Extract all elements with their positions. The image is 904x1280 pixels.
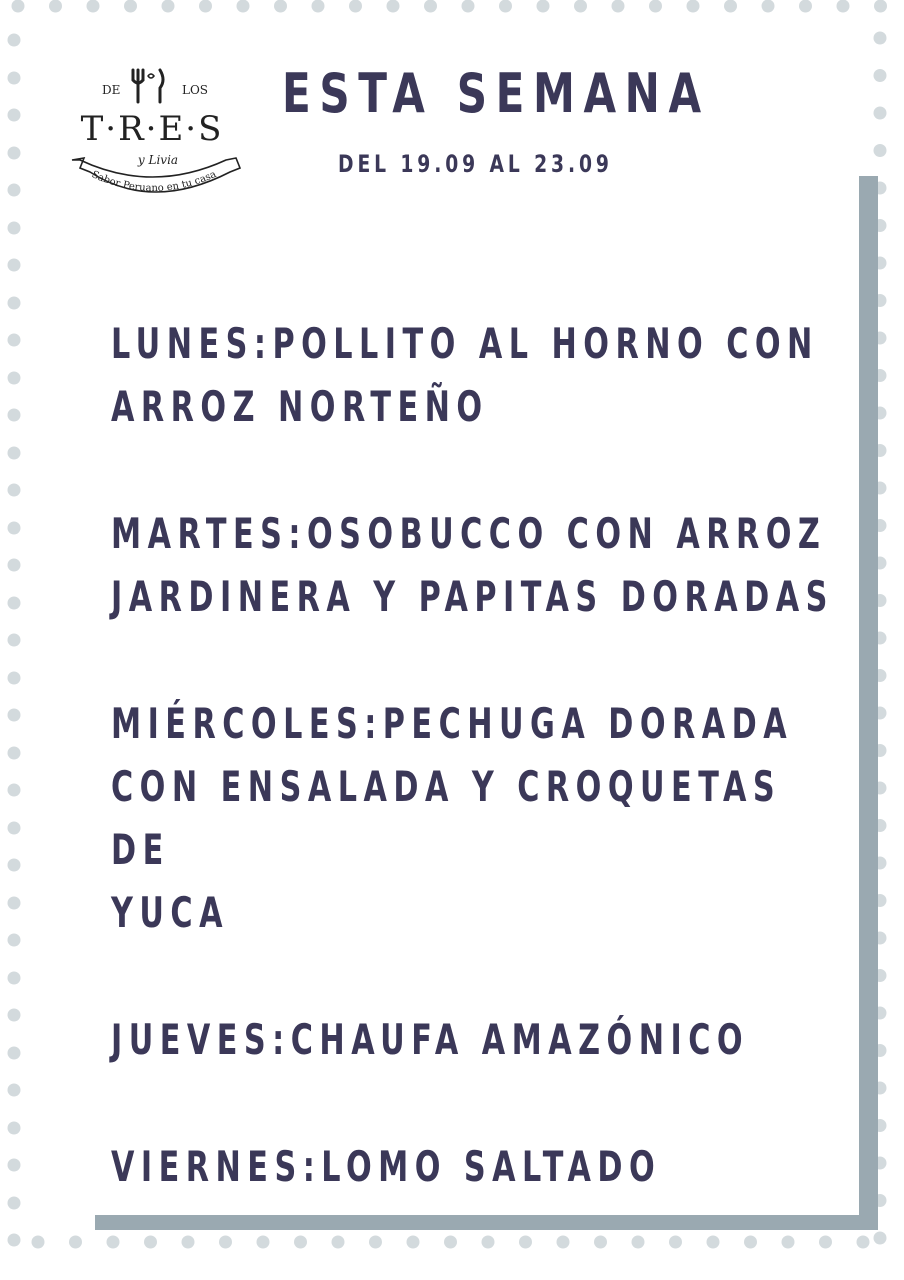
menu-item-lunes: LUNES:POLLITO AL HORNO CON ARROZ NORTEÑO (111, 319, 819, 431)
border-dot (332, 1236, 345, 1249)
border-dot (8, 597, 21, 610)
border-dot (874, 107, 887, 120)
frame-shadow-bottom (95, 1215, 878, 1230)
border-dot (8, 1234, 21, 1247)
border-dot (424, 0, 437, 13)
border-dot (462, 0, 475, 13)
border-dot (8, 634, 21, 647)
border-dot (857, 1236, 870, 1249)
restaurant-logo (62, 62, 242, 222)
border-dot (8, 72, 21, 85)
border-dot (237, 0, 250, 13)
border-dot (407, 1236, 420, 1249)
border-dot (8, 859, 21, 872)
border-dot (8, 522, 21, 535)
border-dot (8, 34, 21, 47)
border-dot (8, 447, 21, 460)
border-dot (32, 1236, 45, 1249)
border-dot (632, 1236, 645, 1249)
border-dot (8, 147, 21, 160)
border-dot (294, 1236, 307, 1249)
border-dot (537, 0, 550, 13)
border-dot (8, 297, 21, 310)
border-dot (8, 709, 21, 722)
logo-name-text: T·R·E·S (80, 109, 224, 149)
logo-los-text: LOS (182, 83, 209, 97)
border-dot (8, 559, 21, 572)
border-dot (8, 934, 21, 947)
border-dot (69, 1236, 82, 1249)
border-dot (387, 0, 400, 13)
border-dot (182, 1236, 195, 1249)
border-dot (257, 1236, 270, 1249)
border-dot (8, 1009, 21, 1022)
border-dot (8, 1122, 21, 1135)
weekly-menu (111, 312, 851, 1198)
border-dot (444, 1236, 457, 1249)
border-dot (162, 0, 175, 13)
border-dot (8, 484, 21, 497)
border-dot (8, 672, 21, 685)
border-dot (574, 0, 587, 13)
border-dot (124, 0, 137, 13)
border-dot (8, 222, 21, 235)
border-dot (199, 0, 212, 13)
border-dot (837, 0, 850, 13)
border-dot (12, 0, 25, 13)
border-dot (687, 0, 700, 13)
menu-item-martes: MARTES:OSOBUCCO CON ARROZ JARDINERA Y PAPITAS DORADAS (111, 509, 834, 621)
border-dot (874, 1232, 887, 1245)
border-dot (8, 372, 21, 385)
border-dot (874, 69, 887, 82)
border-dot (219, 1236, 232, 1249)
border-dot (274, 0, 287, 13)
border-dot (8, 184, 21, 197)
border-dot (874, 144, 887, 157)
logo-script-text: y Livia (137, 153, 179, 167)
border-dot (369, 1236, 382, 1249)
border-dot (107, 1236, 120, 1249)
border-dot (8, 259, 21, 272)
border-dot (782, 1236, 795, 1249)
border-dot (8, 109, 21, 122)
border-dot (144, 1236, 157, 1249)
menu-item-viernes: VIERNES:LOMO SALTADO (111, 1142, 662, 1191)
border-dot (612, 0, 625, 13)
border-dot (649, 0, 662, 13)
frame-shadow-right (859, 176, 878, 1230)
border-dot (874, 0, 887, 13)
border-dot (349, 0, 362, 13)
border-dot (519, 1236, 532, 1249)
border-dot (8, 822, 21, 835)
border-dot (8, 409, 21, 422)
menu-item-miercoles: MIÉRCOLES:PECHUGA DORADA CON ENSALADA Y CROQUETAS DE YUCA (111, 699, 794, 937)
date-range: DEL 19.09 AL 23.09 (338, 150, 613, 178)
border-dot (8, 1197, 21, 1210)
border-dot (8, 334, 21, 347)
border-dot (8, 1047, 21, 1060)
border-dot (669, 1236, 682, 1249)
border-dot (762, 0, 775, 13)
menu-item-jueves: JUEVES:CHAUFA AMAZÓNICO (111, 1015, 750, 1064)
border-dot (8, 747, 21, 760)
border-dot (8, 1084, 21, 1097)
border-dot (707, 1236, 720, 1249)
border-dot (8, 972, 21, 985)
border-dot (49, 0, 62, 13)
border-dot (594, 1236, 607, 1249)
border-dot (499, 0, 512, 13)
logo-tagline: Sabor Peruano en tu casa (89, 169, 219, 195)
border-dot (312, 0, 325, 13)
fork-knife-icon (133, 70, 163, 102)
border-dot (874, 32, 887, 45)
border-dot (8, 784, 21, 797)
border-dot (482, 1236, 495, 1249)
border-dot (724, 0, 737, 13)
border-dot (87, 0, 100, 13)
page-title: ESTA SEMANA (282, 62, 710, 125)
border-dot (557, 1236, 570, 1249)
border-dot (8, 1159, 21, 1172)
border-dot (8, 897, 21, 910)
border-dot (744, 1236, 757, 1249)
border-dot (819, 1236, 832, 1249)
border-dot (799, 0, 812, 13)
logo-de-text: DE (102, 83, 121, 97)
